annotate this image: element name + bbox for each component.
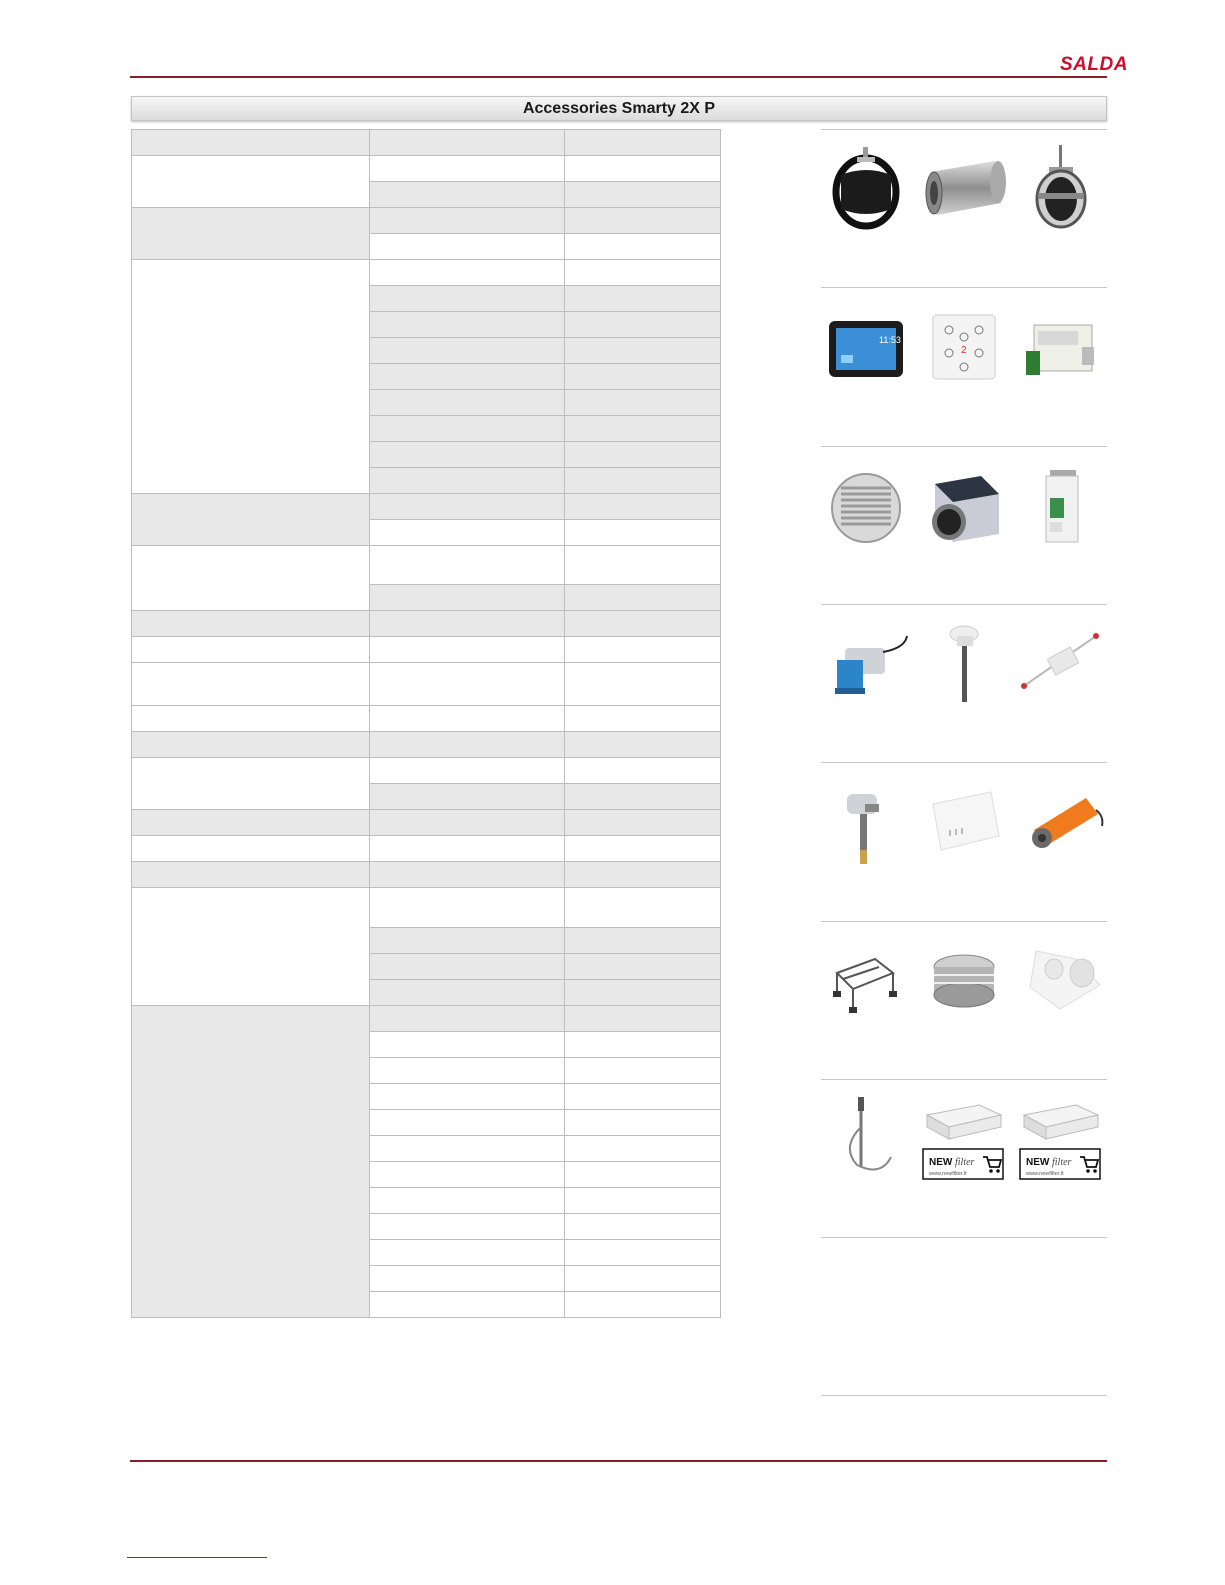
table-cell-group bbox=[132, 862, 370, 888]
table-cell-value bbox=[565, 286, 721, 312]
table-cell-code bbox=[369, 130, 565, 156]
page-title: Accessories Smarty 2X P bbox=[131, 96, 1107, 121]
table-cell-code bbox=[369, 928, 565, 954]
table-cell-value bbox=[565, 234, 721, 260]
image-divider bbox=[821, 1079, 1107, 1080]
table-cell-group bbox=[132, 663, 370, 706]
table-cell-code bbox=[369, 784, 565, 810]
table-row bbox=[132, 836, 721, 862]
table-cell-value bbox=[565, 1110, 721, 1136]
table-cell-value bbox=[565, 862, 721, 888]
filter-badge-word: filter bbox=[1052, 1157, 1072, 1168]
duct-heater-icon bbox=[919, 454, 1009, 554]
table-cell-group bbox=[132, 732, 370, 758]
image-divider bbox=[821, 1237, 1107, 1238]
table-cell-group bbox=[132, 1006, 370, 1318]
table-cell-code bbox=[369, 182, 565, 208]
table-cell-code bbox=[369, 234, 565, 260]
filter-set-icon bbox=[919, 1087, 1009, 1187]
table-row bbox=[132, 810, 721, 836]
table-row bbox=[132, 706, 721, 732]
table-cell-group bbox=[132, 706, 370, 732]
round-grille-icon bbox=[821, 454, 911, 554]
condensate-pump-icon bbox=[821, 612, 911, 712]
table-cell-value bbox=[565, 836, 721, 862]
cart-wheel bbox=[1086, 1169, 1090, 1173]
table-cell-code bbox=[369, 1266, 565, 1292]
table-cell-value bbox=[565, 1266, 721, 1292]
duct-humidity-sensor-icon bbox=[821, 770, 911, 870]
table-cell-group bbox=[132, 208, 370, 260]
filter-badge-url: www.newfilter.lt bbox=[1026, 1171, 1064, 1177]
accessory-image-row bbox=[821, 929, 1107, 1029]
duct-connector-icon bbox=[919, 929, 1009, 1029]
filter-badge-word: filter bbox=[955, 1157, 975, 1168]
table-cell-code bbox=[369, 442, 565, 468]
table-cell-value bbox=[565, 954, 721, 980]
table-cell-value bbox=[565, 706, 721, 732]
table-cell-value bbox=[565, 1214, 721, 1240]
table-cell-code bbox=[369, 611, 565, 637]
image-divider bbox=[821, 762, 1107, 763]
table-cell-code bbox=[369, 156, 565, 182]
table-row bbox=[132, 130, 721, 156]
wall-control-panel-icon bbox=[919, 295, 1009, 395]
table-cell-code bbox=[369, 888, 565, 928]
table-cell-code bbox=[369, 494, 565, 520]
table-cell-value bbox=[565, 520, 721, 546]
table-row bbox=[132, 758, 721, 784]
table-cell-value bbox=[565, 338, 721, 364]
table-cell-value bbox=[565, 312, 721, 338]
duct-silencer-icon bbox=[919, 137, 1009, 237]
image-divider bbox=[821, 1395, 1107, 1396]
image-divider bbox=[821, 604, 1107, 605]
table-cell-value bbox=[565, 260, 721, 286]
image-divider bbox=[821, 287, 1107, 288]
table-row bbox=[132, 260, 721, 286]
table-cell-code bbox=[369, 1110, 565, 1136]
table-cell-code bbox=[369, 208, 565, 234]
table-cell-value bbox=[565, 494, 721, 520]
table-cell-value bbox=[565, 1058, 721, 1084]
table-cell-code bbox=[369, 1292, 565, 1318]
damper-actuator-icon bbox=[1016, 770, 1106, 870]
mounting-feet-icon bbox=[821, 929, 911, 1029]
salda-logo: SALDA bbox=[1060, 54, 1128, 75]
table-cell-code bbox=[369, 706, 565, 732]
accessories-table bbox=[131, 129, 721, 1318]
touch-screen-controller-icon bbox=[821, 295, 911, 395]
table-cell-code bbox=[369, 810, 565, 836]
table-row bbox=[132, 546, 721, 585]
table-row bbox=[132, 637, 721, 663]
table-row bbox=[132, 208, 721, 234]
table-cell-code bbox=[369, 520, 565, 546]
table-cell-value bbox=[565, 208, 721, 234]
table-cell-group bbox=[132, 546, 370, 611]
table-cell-group bbox=[132, 611, 370, 637]
duct-clamp-icon bbox=[821, 137, 911, 237]
cart-wheel bbox=[1093, 1169, 1097, 1173]
table-cell-group bbox=[132, 494, 370, 546]
cable-sensor-icon bbox=[821, 1087, 911, 1187]
accessory-image-row bbox=[821, 295, 1107, 395]
table-cell-code bbox=[369, 312, 565, 338]
table-row bbox=[132, 611, 721, 637]
svg-text:2: 2 bbox=[961, 345, 967, 356]
filter-badge-new: NEW bbox=[929, 1157, 953, 1168]
table-cell-value bbox=[565, 130, 721, 156]
table-cell-value bbox=[565, 468, 721, 494]
table-cell-value bbox=[565, 1292, 721, 1318]
table-cell-value bbox=[565, 611, 721, 637]
image-divider bbox=[821, 446, 1107, 447]
table-cell-value bbox=[565, 1240, 721, 1266]
footer-link-underline[interactable] bbox=[127, 1557, 267, 1558]
duct-sensor-icon bbox=[919, 612, 1009, 712]
duct-heater-controller-icon bbox=[1016, 454, 1106, 554]
table-cell-value bbox=[565, 1162, 721, 1188]
table-cell-value bbox=[565, 758, 721, 784]
footer-rule bbox=[130, 1460, 1107, 1462]
filter-set-icon bbox=[1016, 1087, 1106, 1187]
table-cell-code bbox=[369, 1136, 565, 1162]
table-cell-code bbox=[369, 286, 565, 312]
cart-wheel bbox=[989, 1169, 993, 1173]
table-cell-code bbox=[369, 1032, 565, 1058]
accessory-image-row bbox=[821, 612, 1107, 712]
table-cell-value bbox=[565, 732, 721, 758]
table-cell-value bbox=[565, 1136, 721, 1162]
table-cell-value bbox=[565, 1006, 721, 1032]
image-divider bbox=[821, 129, 1107, 130]
table-cell-code bbox=[369, 836, 565, 862]
room-sensor-icon bbox=[919, 770, 1009, 870]
table-row bbox=[132, 156, 721, 182]
motorized-damper-icon bbox=[1016, 137, 1106, 237]
table-row bbox=[132, 1006, 721, 1032]
table-cell-value bbox=[565, 980, 721, 1006]
table-cell-code bbox=[369, 1058, 565, 1084]
table-cell-code bbox=[369, 1084, 565, 1110]
table-cell-value bbox=[565, 663, 721, 706]
header-rule bbox=[130, 76, 1107, 78]
table-cell-code bbox=[369, 1214, 565, 1240]
wired-sensor-icon bbox=[1016, 612, 1106, 712]
table-cell-code bbox=[369, 758, 565, 784]
table-cell-group bbox=[132, 260, 370, 494]
table-cell-code bbox=[369, 980, 565, 1006]
table-cell-group bbox=[132, 758, 370, 810]
table-cell-code bbox=[369, 637, 565, 663]
svg-text:11:53: 11:53 bbox=[879, 335, 901, 345]
table-cell-group bbox=[132, 130, 370, 156]
table-cell-code bbox=[369, 390, 565, 416]
table-cell-value bbox=[565, 888, 721, 928]
cart-wheel bbox=[996, 1169, 1000, 1173]
table-cell-value bbox=[565, 1084, 721, 1110]
table-row bbox=[132, 862, 721, 888]
table-cell-value bbox=[565, 156, 721, 182]
accessory-image-row bbox=[821, 770, 1107, 870]
table-cell-group bbox=[132, 637, 370, 663]
accessory-image-row bbox=[821, 1087, 1107, 1187]
table-cell-value bbox=[565, 390, 721, 416]
table-cell-value bbox=[565, 416, 721, 442]
table-cell-code bbox=[369, 862, 565, 888]
roof-hood-icon bbox=[1016, 929, 1106, 1029]
table-cell-code bbox=[369, 416, 565, 442]
table-cell-code bbox=[369, 1162, 565, 1188]
table-cell-value bbox=[565, 810, 721, 836]
accessory-image-row bbox=[821, 454, 1107, 554]
table-row bbox=[132, 888, 721, 928]
table-cell-code bbox=[369, 1188, 565, 1214]
table-cell-group bbox=[132, 836, 370, 862]
table-cell-group bbox=[132, 156, 370, 208]
table-cell-code bbox=[369, 338, 565, 364]
table-cell-value bbox=[565, 1188, 721, 1214]
filter-badge-url: www.newfilter.lt bbox=[929, 1171, 967, 1177]
din-rail-module-icon bbox=[1016, 295, 1106, 395]
table-cell-value bbox=[565, 585, 721, 611]
table-cell-value bbox=[565, 546, 721, 585]
table-cell-group bbox=[132, 888, 370, 1006]
table-cell-code bbox=[369, 1006, 565, 1032]
table-cell-code bbox=[369, 546, 565, 585]
table-cell-value bbox=[565, 1032, 721, 1058]
table-cell-code bbox=[369, 364, 565, 390]
table-cell-value bbox=[565, 928, 721, 954]
image-divider bbox=[821, 921, 1107, 922]
table-row bbox=[132, 663, 721, 706]
table-row bbox=[132, 732, 721, 758]
table-cell-value bbox=[565, 784, 721, 810]
table-cell-group bbox=[132, 810, 370, 836]
table-cell-value bbox=[565, 182, 721, 208]
table-cell-value bbox=[565, 637, 721, 663]
table-cell-value bbox=[565, 364, 721, 390]
table-cell-code bbox=[369, 1240, 565, 1266]
table-cell-code bbox=[369, 663, 565, 706]
table-cell-value bbox=[565, 442, 721, 468]
table-cell-code bbox=[369, 954, 565, 980]
table-cell-code bbox=[369, 468, 565, 494]
table-cell-code bbox=[369, 260, 565, 286]
accessory-image-row bbox=[821, 1245, 1107, 1345]
accessory-image-row bbox=[821, 137, 1107, 237]
table-row bbox=[132, 494, 721, 520]
filter-badge-new: NEW bbox=[1026, 1157, 1050, 1168]
table-cell-code bbox=[369, 585, 565, 611]
table-cell-code bbox=[369, 732, 565, 758]
